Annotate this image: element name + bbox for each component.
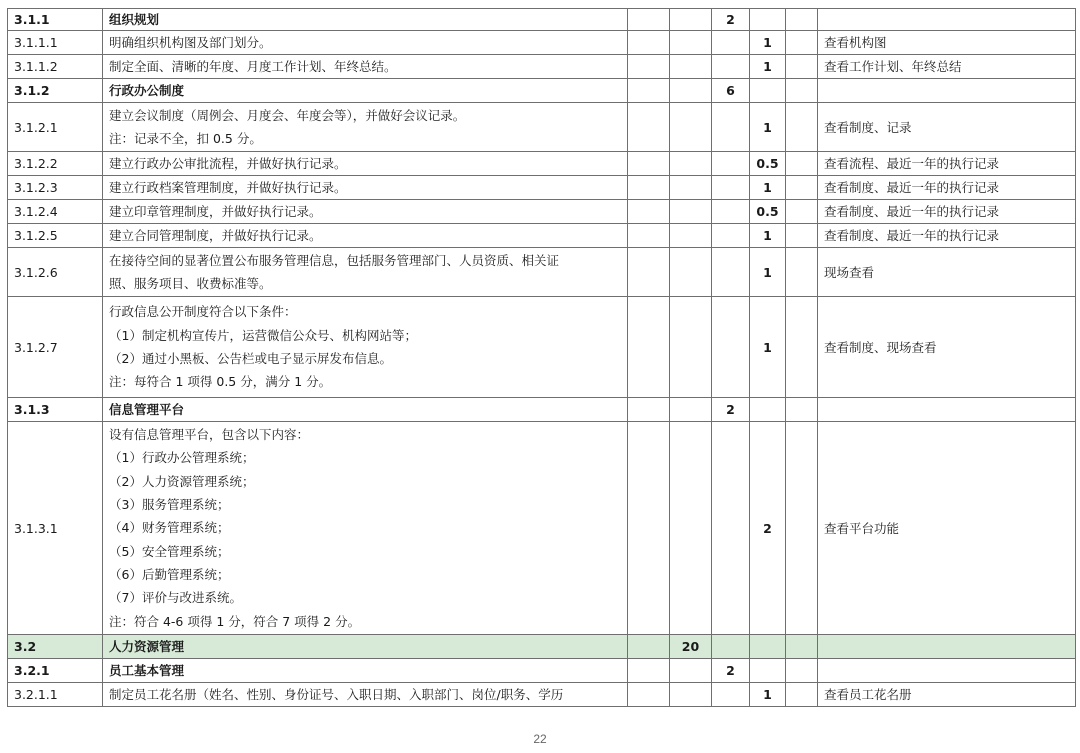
check-method (818, 9, 1076, 31)
content-line: （7）评价与改进系统。 (109, 590, 242, 606)
blank-cell (628, 176, 670, 200)
content-line: 在接待空间的显著位置公布服务管理信息，包括服务管理部门、人员资质、相关证 (109, 252, 560, 268)
content-line: （5）安全管理系统； (109, 543, 230, 559)
check-method: 查看平台功能 (818, 422, 1076, 635)
section-title: 组织规划 (103, 9, 628, 31)
table-row (8, 79, 1076, 103)
item-content (103, 422, 628, 635)
score-subcategory: 2 (712, 398, 750, 422)
table-row (8, 31, 1076, 55)
score-subcategory (712, 103, 750, 152)
item-content (103, 200, 628, 224)
content-line: （2）通过小黑板、公告栏或电子显示屏发布信息。 (109, 351, 392, 366)
blank-cell (786, 200, 818, 224)
check-method: 查看制度、最近一年的执行记录 (818, 200, 1076, 224)
blank-cell (786, 31, 818, 55)
section-title: 信息管理平台 (103, 398, 628, 422)
score-category (670, 422, 712, 635)
item-code: 3.1.3 (8, 398, 103, 422)
score-item (750, 79, 786, 103)
score-item: 1 (750, 55, 786, 79)
score-subcategory (712, 422, 750, 635)
blank-cell (786, 248, 818, 297)
content-line: （1）制定机构宣传片，运营微信公众号、机构网站等； (109, 327, 417, 343)
item-code: 3.2.1.1 (8, 683, 103, 707)
item-content (103, 55, 628, 79)
score-subcategory (712, 683, 750, 707)
item-code: 3.1.2.6 (8, 248, 103, 297)
item-code: 3.1.2.5 (8, 224, 103, 248)
score-subcategory (712, 176, 750, 200)
blank-cell (628, 297, 670, 398)
blank-cell (628, 31, 670, 55)
content-line: 照、服务项目、收费标准等。 (109, 276, 272, 291)
content-line: 行政信息公开制度符合以下条件： (109, 304, 297, 320)
section-title: 员工基本管理 (103, 659, 628, 683)
score-item (750, 9, 786, 31)
content-line: 制定全面、清晰的年度、月度工作计划、年终总结。 (109, 59, 397, 74)
score-subcategory (712, 55, 750, 79)
blank-cell (786, 422, 818, 635)
content-line: 注：符合 4-6 项得 1 分，符合 7 项得 2 分。 (109, 613, 361, 629)
score-item: 0.5 (750, 152, 786, 176)
item-code: 3.1.2.3 (8, 176, 103, 200)
blank-cell (786, 297, 818, 398)
table-row (8, 224, 1076, 248)
score-subcategory: 2 (712, 9, 750, 31)
check-method: 查看员工花名册 (818, 683, 1076, 707)
score-item: 1 (750, 224, 786, 248)
score-category (670, 200, 712, 224)
item-code: 3.1.1.2 (8, 55, 103, 79)
item-code: 3.1.1 (8, 9, 103, 31)
content-line: （2）人力资源管理系统； (109, 473, 255, 489)
score-category (670, 297, 712, 398)
item-content (103, 176, 628, 200)
score-category: 20 (670, 635, 712, 659)
item-code: 3.1.2.1 (8, 103, 103, 152)
check-method (818, 659, 1076, 683)
table-row (8, 152, 1076, 176)
item-code: 3.1.2.4 (8, 200, 103, 224)
blank-cell (786, 9, 818, 31)
score-item: 2 (750, 422, 786, 635)
content-line: （6）后勤管理系统； (109, 567, 230, 583)
score-subcategory: 2 (712, 659, 750, 683)
table-row (8, 297, 1076, 398)
score-item (750, 659, 786, 683)
blank-cell (628, 422, 670, 635)
item-content (103, 103, 628, 152)
score-category (670, 55, 712, 79)
blank-cell (628, 79, 670, 103)
blank-cell (628, 9, 670, 31)
score-category (670, 683, 712, 707)
check-method: 查看制度、记录 (818, 103, 1076, 152)
blank-cell (628, 224, 670, 248)
content-line: 建立行政档案管理制度，并做好执行记录。 (109, 180, 347, 195)
score-category (670, 398, 712, 422)
content-line: 设有信息管理平台，包含以下内容： (109, 426, 310, 442)
score-item: 1 (750, 248, 786, 297)
table-row (8, 398, 1076, 422)
score-category (670, 152, 712, 176)
item-content (103, 152, 628, 176)
score-subcategory (712, 31, 750, 55)
table-row (8, 683, 1076, 707)
check-method: 查看流程、最近一年的执行记录 (818, 152, 1076, 176)
score-category (670, 31, 712, 55)
score-subcategory (712, 200, 750, 224)
blank-cell (786, 683, 818, 707)
table-row (8, 635, 1076, 659)
item-code: 3.2 (8, 635, 103, 659)
content-line: 制定员工花名册（姓名、性别、身份证号、入职日期、入职部门、岗位/职务、学历 (109, 687, 564, 702)
score-item: 1 (750, 31, 786, 55)
item-content (103, 31, 628, 55)
check-method (818, 635, 1076, 659)
blank-cell (628, 635, 670, 659)
content-line: （1）行政办公管理系统； (109, 450, 255, 466)
blank-cell (628, 152, 670, 176)
score-category (670, 224, 712, 248)
table-row (8, 248, 1076, 297)
item-content (103, 297, 628, 398)
score-category (670, 659, 712, 683)
table-row (8, 9, 1076, 31)
blank-cell (628, 683, 670, 707)
content-line: 明确组织机构图及部门划分。 (109, 35, 272, 50)
blank-cell (786, 152, 818, 176)
content-line: 注：记录不全，扣 0.5 分。 (109, 131, 262, 146)
score-item: 1 (750, 176, 786, 200)
item-code: 3.1.1.1 (8, 31, 103, 55)
section-title: 人力资源管理 (103, 635, 628, 659)
score-subcategory (712, 635, 750, 659)
score-item (750, 398, 786, 422)
evaluation-table (7, 8, 1076, 707)
content-line: 建立会议制度（周例会、月度会、年度会等），并做好会议记录。 (109, 107, 466, 123)
blank-cell (786, 79, 818, 103)
check-method: 查看机构图 (818, 31, 1076, 55)
item-code: 3.1.2.2 (8, 152, 103, 176)
content-line: 建立行政办公审批流程，并做好执行记录。 (109, 156, 347, 171)
score-category (670, 103, 712, 152)
blank-cell (628, 200, 670, 224)
score-subcategory (712, 224, 750, 248)
score-category (670, 79, 712, 103)
check-method: 查看制度、最近一年的执行记录 (818, 176, 1076, 200)
item-code: 3.1.3.1 (8, 422, 103, 635)
score-subcategory (712, 248, 750, 297)
score-item: 1 (750, 103, 786, 152)
table-row (8, 55, 1076, 79)
check-method: 查看制度、现场查看 (818, 297, 1076, 398)
item-content (103, 683, 628, 707)
score-subcategory: 6 (712, 79, 750, 103)
table-row (8, 659, 1076, 683)
score-item (750, 635, 786, 659)
score-item: 0.5 (750, 200, 786, 224)
check-method: 查看制度、最近一年的执行记录 (818, 224, 1076, 248)
table-row (8, 103, 1076, 152)
item-code: 3.1.2.7 (8, 297, 103, 398)
blank-cell (628, 55, 670, 79)
section-title: 行政办公制度 (103, 79, 628, 103)
page-number: 22 (533, 732, 547, 746)
blank-cell (628, 398, 670, 422)
check-method (818, 398, 1076, 422)
blank-cell (786, 103, 818, 152)
content-line: 建立合同管理制度，并做好执行记录。 (109, 228, 322, 243)
score-subcategory (712, 297, 750, 398)
blank-cell (786, 176, 818, 200)
content-line: 注：每符合 1 项得 0.5 分，满分 1 分。 (109, 374, 332, 390)
score-category (670, 248, 712, 297)
item-code: 3.2.1 (8, 659, 103, 683)
table-row (8, 176, 1076, 200)
item-content (103, 248, 628, 297)
blank-cell (786, 55, 818, 79)
content-line: 建立印章管理制度，并做好执行记录。 (109, 204, 322, 219)
score-item: 1 (750, 297, 786, 398)
score-subcategory (712, 152, 750, 176)
item-code: 3.1.2 (8, 79, 103, 103)
table-row (8, 200, 1076, 224)
check-method: 现场查看 (818, 248, 1076, 297)
blank-cell (786, 635, 818, 659)
table-row (8, 422, 1076, 635)
check-method (818, 79, 1076, 103)
content-line: （3）服务管理系统； (109, 496, 230, 512)
blank-cell (628, 103, 670, 152)
score-category (670, 176, 712, 200)
blank-cell (628, 248, 670, 297)
blank-cell (628, 659, 670, 683)
blank-cell (786, 224, 818, 248)
content-line: （4）财务管理系统； (109, 520, 230, 536)
check-method: 查看工作计划、年终总结 (818, 55, 1076, 79)
blank-cell (786, 398, 818, 422)
score-item: 1 (750, 683, 786, 707)
item-content (103, 224, 628, 248)
blank-cell (786, 659, 818, 683)
score-category (670, 9, 712, 31)
